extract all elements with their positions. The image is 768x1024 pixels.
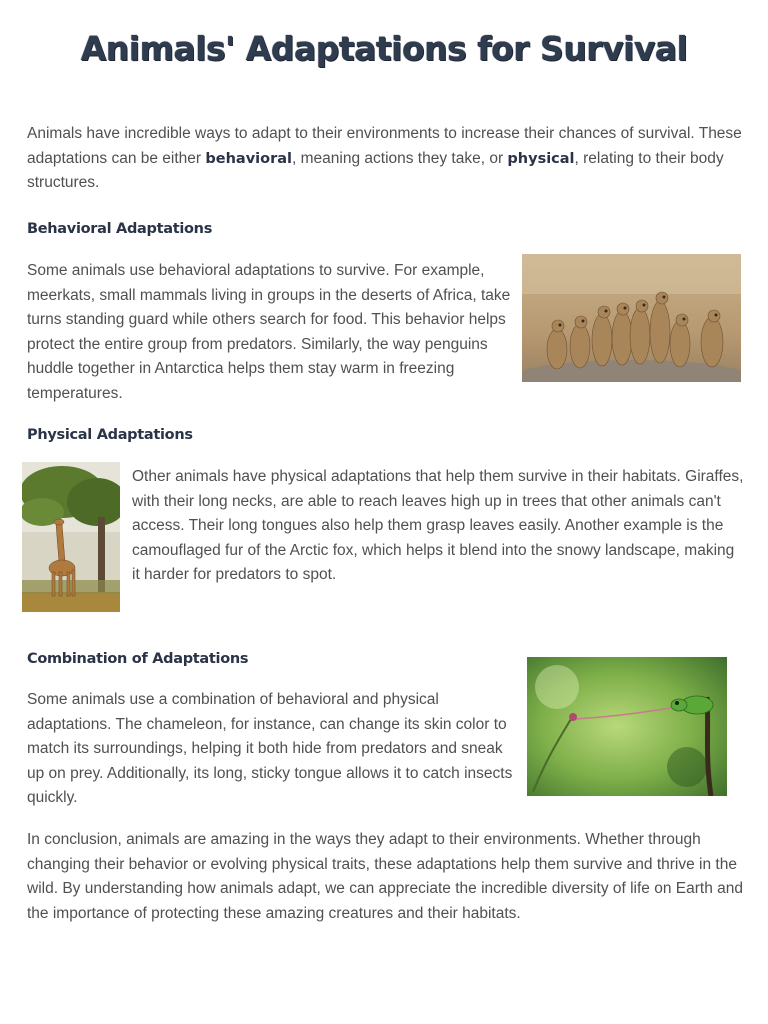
intro-paragraph — [27, 122, 747, 196]
conclusion-paragraph: In conclusion, animals are amazing in the ways they adapt to their environments. Whether through changing their behavior or evolving physical traits, these adaptations help them survive and thrive in the wild. By understanding how animals adapt, we can appreciate the incredible diversity of life on Earth and the importance of protecting these amazing creatures and their habitats. — [27, 831, 743, 922]
intro-text-part1: Animals have incredible ways to adapt to their environments to increase their chances of survival. These adaptations can be either — [27, 125, 742, 167]
meerkats-image — [522, 254, 741, 382]
intro-text-part3: , relating to their body structures. — [27, 149, 724, 191]
physical-heading: Physical Adaptations — [27, 427, 193, 443]
intro-text-part2: , meaning actions they take, or — [292, 149, 508, 167]
giraffe-image — [22, 462, 120, 612]
combination-paragraph: Some animals use a combination of behavioral and physical adaptations. The chameleon, for instance, can change its skin color to match its surroundings, helping it both hide from predators and sneak up on prey. Additionally, its long, sticky tongue allows it to catch insects quickly. — [27, 691, 513, 806]
behavioral-heading: Behavioral Adaptations — [27, 221, 213, 237]
chameleon-image — [527, 657, 727, 796]
combination-heading: Combination of Adaptations — [27, 651, 249, 667]
physical-keyword: physical — [507, 150, 575, 167]
behavioral-paragraph: Some animals use behavioral adaptations to survive. For example, meerkats, small mammals living in groups in the deserts of Africa, take turns standing guard while others search for food. This behavior helps protect the entire group from predators. Similarly, the way penguins huddle together in Antarctica helps them stay warm in freezing temperatures. — [27, 262, 511, 402]
physical-paragraph: Other animals have physical adaptations that help them survive in their habitats. Giraffes, with their long necks, are able to reach leaves high up in trees that other animals can't access. Their long tongues also help them grasp leaves easily. Another example is the camouflaged fur of the Arctic fox, which helps it blend into the snowy landscape, making it harder for predators to spot. — [132, 468, 744, 583]
page-title: Animals' Adaptations for Survival — [80, 29, 688, 68]
behavioral-keyword: behavioral — [205, 150, 293, 167]
